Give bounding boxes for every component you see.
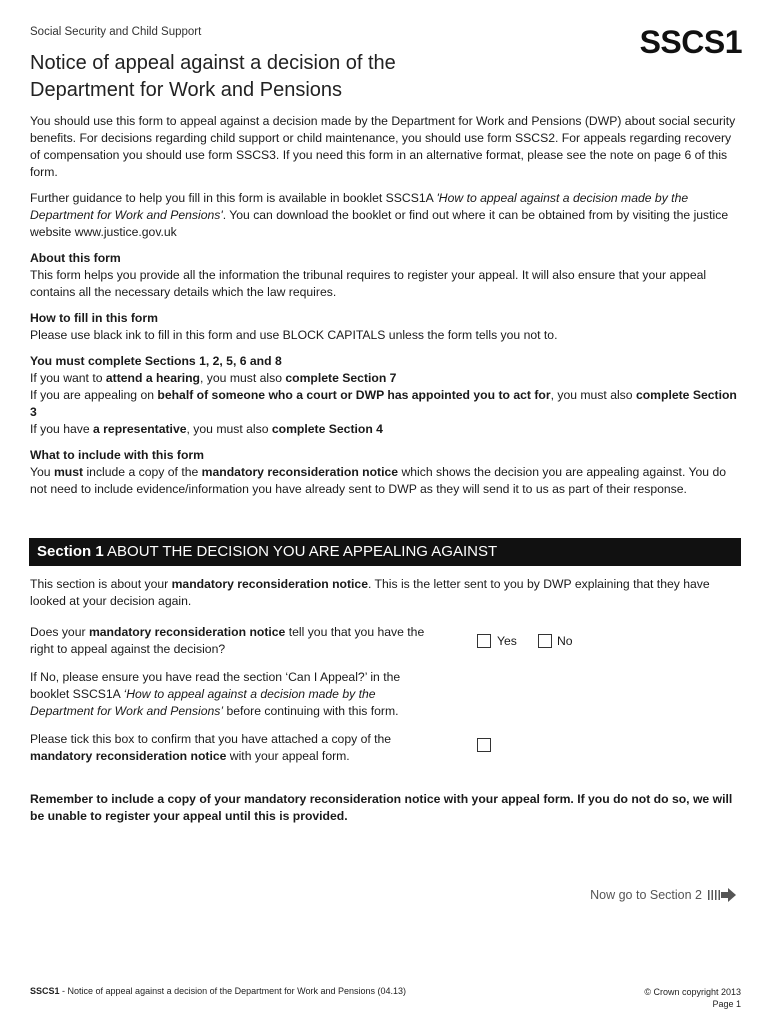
q2-text-a: If No, please ensure you have read the section ‘Can I Appeal?’ in the booklet SSCS1A xyxy=(30,670,401,701)
page-title: Notice of appeal against a decision of the Department for Work and Pensions xyxy=(30,52,396,101)
sections-line-1-mid: , you must also xyxy=(200,371,286,385)
no-checkbox[interactable] xyxy=(538,634,552,648)
guidance-text: Further guidance to help you fill in this form is available in booklet SSCS1A xyxy=(30,191,437,205)
include-text-a: You xyxy=(30,465,54,479)
section-1-header xyxy=(29,538,741,566)
s1-intro-c: . This is the letter sent to you by DWP explaining that they have looked at your decision again. xyxy=(30,577,710,608)
intro-paragraph: You should use this form to appeal against a decision made by the Department for Work and Pensions (DWP) about social security benefits. For decisions regarding child support or child maintenance, you should use form SSCS2. For appeals regarding recovery of compensation you should use form SSCS3. If you need this form in an alternative format, please see the note on page 6 of this form. xyxy=(30,114,736,179)
next-section-label: Now go to Section 2 xyxy=(590,888,702,902)
include-text-c: include a copy of the xyxy=(83,465,202,479)
sections-line-1-bold: attend a hearing xyxy=(105,371,201,385)
footer-code: SSCS1 xyxy=(30,986,60,996)
include-block xyxy=(30,447,742,498)
arrow-right-icon xyxy=(708,888,736,902)
sections-line-3-mid: , you must also xyxy=(186,422,272,436)
about-text: This form helps you provide all the information the tribunal requires to register your appeal. It will also ensure that your appeal contains all the necessary details which the law requires. xyxy=(30,268,707,299)
sections-line-3-end: complete Section 4 xyxy=(271,422,383,436)
q1-text-c: tell you that you have the right to appeal against the decision? xyxy=(30,625,425,656)
q2-booklet-title: ‘How to appeal against a decision made by the Department for Work and Pensions’ xyxy=(30,687,376,718)
attach-confirm-checkbox[interactable] xyxy=(477,738,491,752)
no-label: No xyxy=(557,634,573,648)
agency-name: Social Security and Child Support xyxy=(30,26,202,38)
section-title: ABOUT THE DECISION YOU ARE APPEALING AGAINST xyxy=(107,543,498,560)
sections-line-2: If you are appealing on xyxy=(30,388,158,402)
include-notice: mandatory reconsideration notice xyxy=(201,465,399,479)
section-1-intro xyxy=(30,576,742,610)
q3-text-a: Please tick this box to confirm that you have attached a copy of the xyxy=(30,732,392,746)
sections-block xyxy=(30,353,742,438)
yes-checkbox[interactable] xyxy=(477,634,491,648)
section-number: Section 1 xyxy=(37,543,104,560)
sections-line-2-mid: , you must also xyxy=(550,388,636,402)
sections-line-3-bold: a representative xyxy=(93,422,187,436)
sections-line-1-end: complete Section 7 xyxy=(285,371,397,385)
s1-intro-a: This section is about your xyxy=(30,577,172,591)
include-text-e: which shows the decision you are appealing against. You do not need to include evidence/information you have already sent to DWP as they will send it to us as part of their response. xyxy=(30,465,726,496)
sections-line-1: If you want to xyxy=(30,371,106,385)
footer-description: - Notice of appeal against a decision of the Department for Work and Pensions (04.13) xyxy=(59,986,407,996)
reminder-text: Remember to include a copy of your mandatory reconsideration notice with your appeal form. If you do not do so, we will be unable to register your appeal until this is provided. xyxy=(30,792,733,823)
intro-body xyxy=(30,113,742,507)
sections-heading: You must complete Sections 1, 2, 5, 6 and 8 xyxy=(30,354,282,368)
attach-confirm-question xyxy=(30,731,430,765)
appeal-right-question xyxy=(30,624,430,658)
how-heading: How to fill in this form xyxy=(30,311,158,325)
next-section-link xyxy=(590,888,736,902)
sections-line-2-end: complete Section 3 xyxy=(30,388,737,419)
include-heading: What to include with this form xyxy=(30,448,204,462)
q3-bold: mandatory reconsideration notice xyxy=(30,749,227,763)
yes-label: Yes xyxy=(497,634,517,648)
guidance-paragraph xyxy=(30,190,742,241)
about-heading: About this form xyxy=(30,251,121,265)
form-code: SSCS1 xyxy=(639,24,742,60)
footer-right xyxy=(644,986,741,1010)
sections-line-2-bold: behalf of someone who a court or DWP has appointed you to act for xyxy=(157,388,551,402)
copyright-text: © Crown copyright 2013 xyxy=(644,987,741,997)
how-text: Please use black ink to fill in this form and use BLOCK CAPITALS unless the form tells you not to. xyxy=(30,328,558,342)
s1-intro-bold: mandatory reconsideration notice xyxy=(171,577,368,591)
page-number: Page 1 xyxy=(712,999,741,1009)
footer-form-info xyxy=(30,986,406,996)
if-no-instruction xyxy=(30,669,430,720)
guidance-text-end: . You can download the booklet or find out where it can be obtained from by visiting the justice website www.justice.gov.uk xyxy=(30,208,729,239)
q3-text-c: with your appeal form. xyxy=(226,749,350,763)
booklet-title: 'How to appeal against a decision made by the Department for Work and Pensions' xyxy=(30,191,689,222)
about-block xyxy=(30,250,742,301)
q2-text-b: before continuing with this form. xyxy=(223,704,399,718)
include-must: must xyxy=(53,465,84,479)
q1-text-a: Does your xyxy=(30,625,89,639)
how-block xyxy=(30,310,742,344)
sections-line-3: If you have xyxy=(30,422,94,436)
q1-bold: mandatory reconsideration notice xyxy=(88,625,286,639)
